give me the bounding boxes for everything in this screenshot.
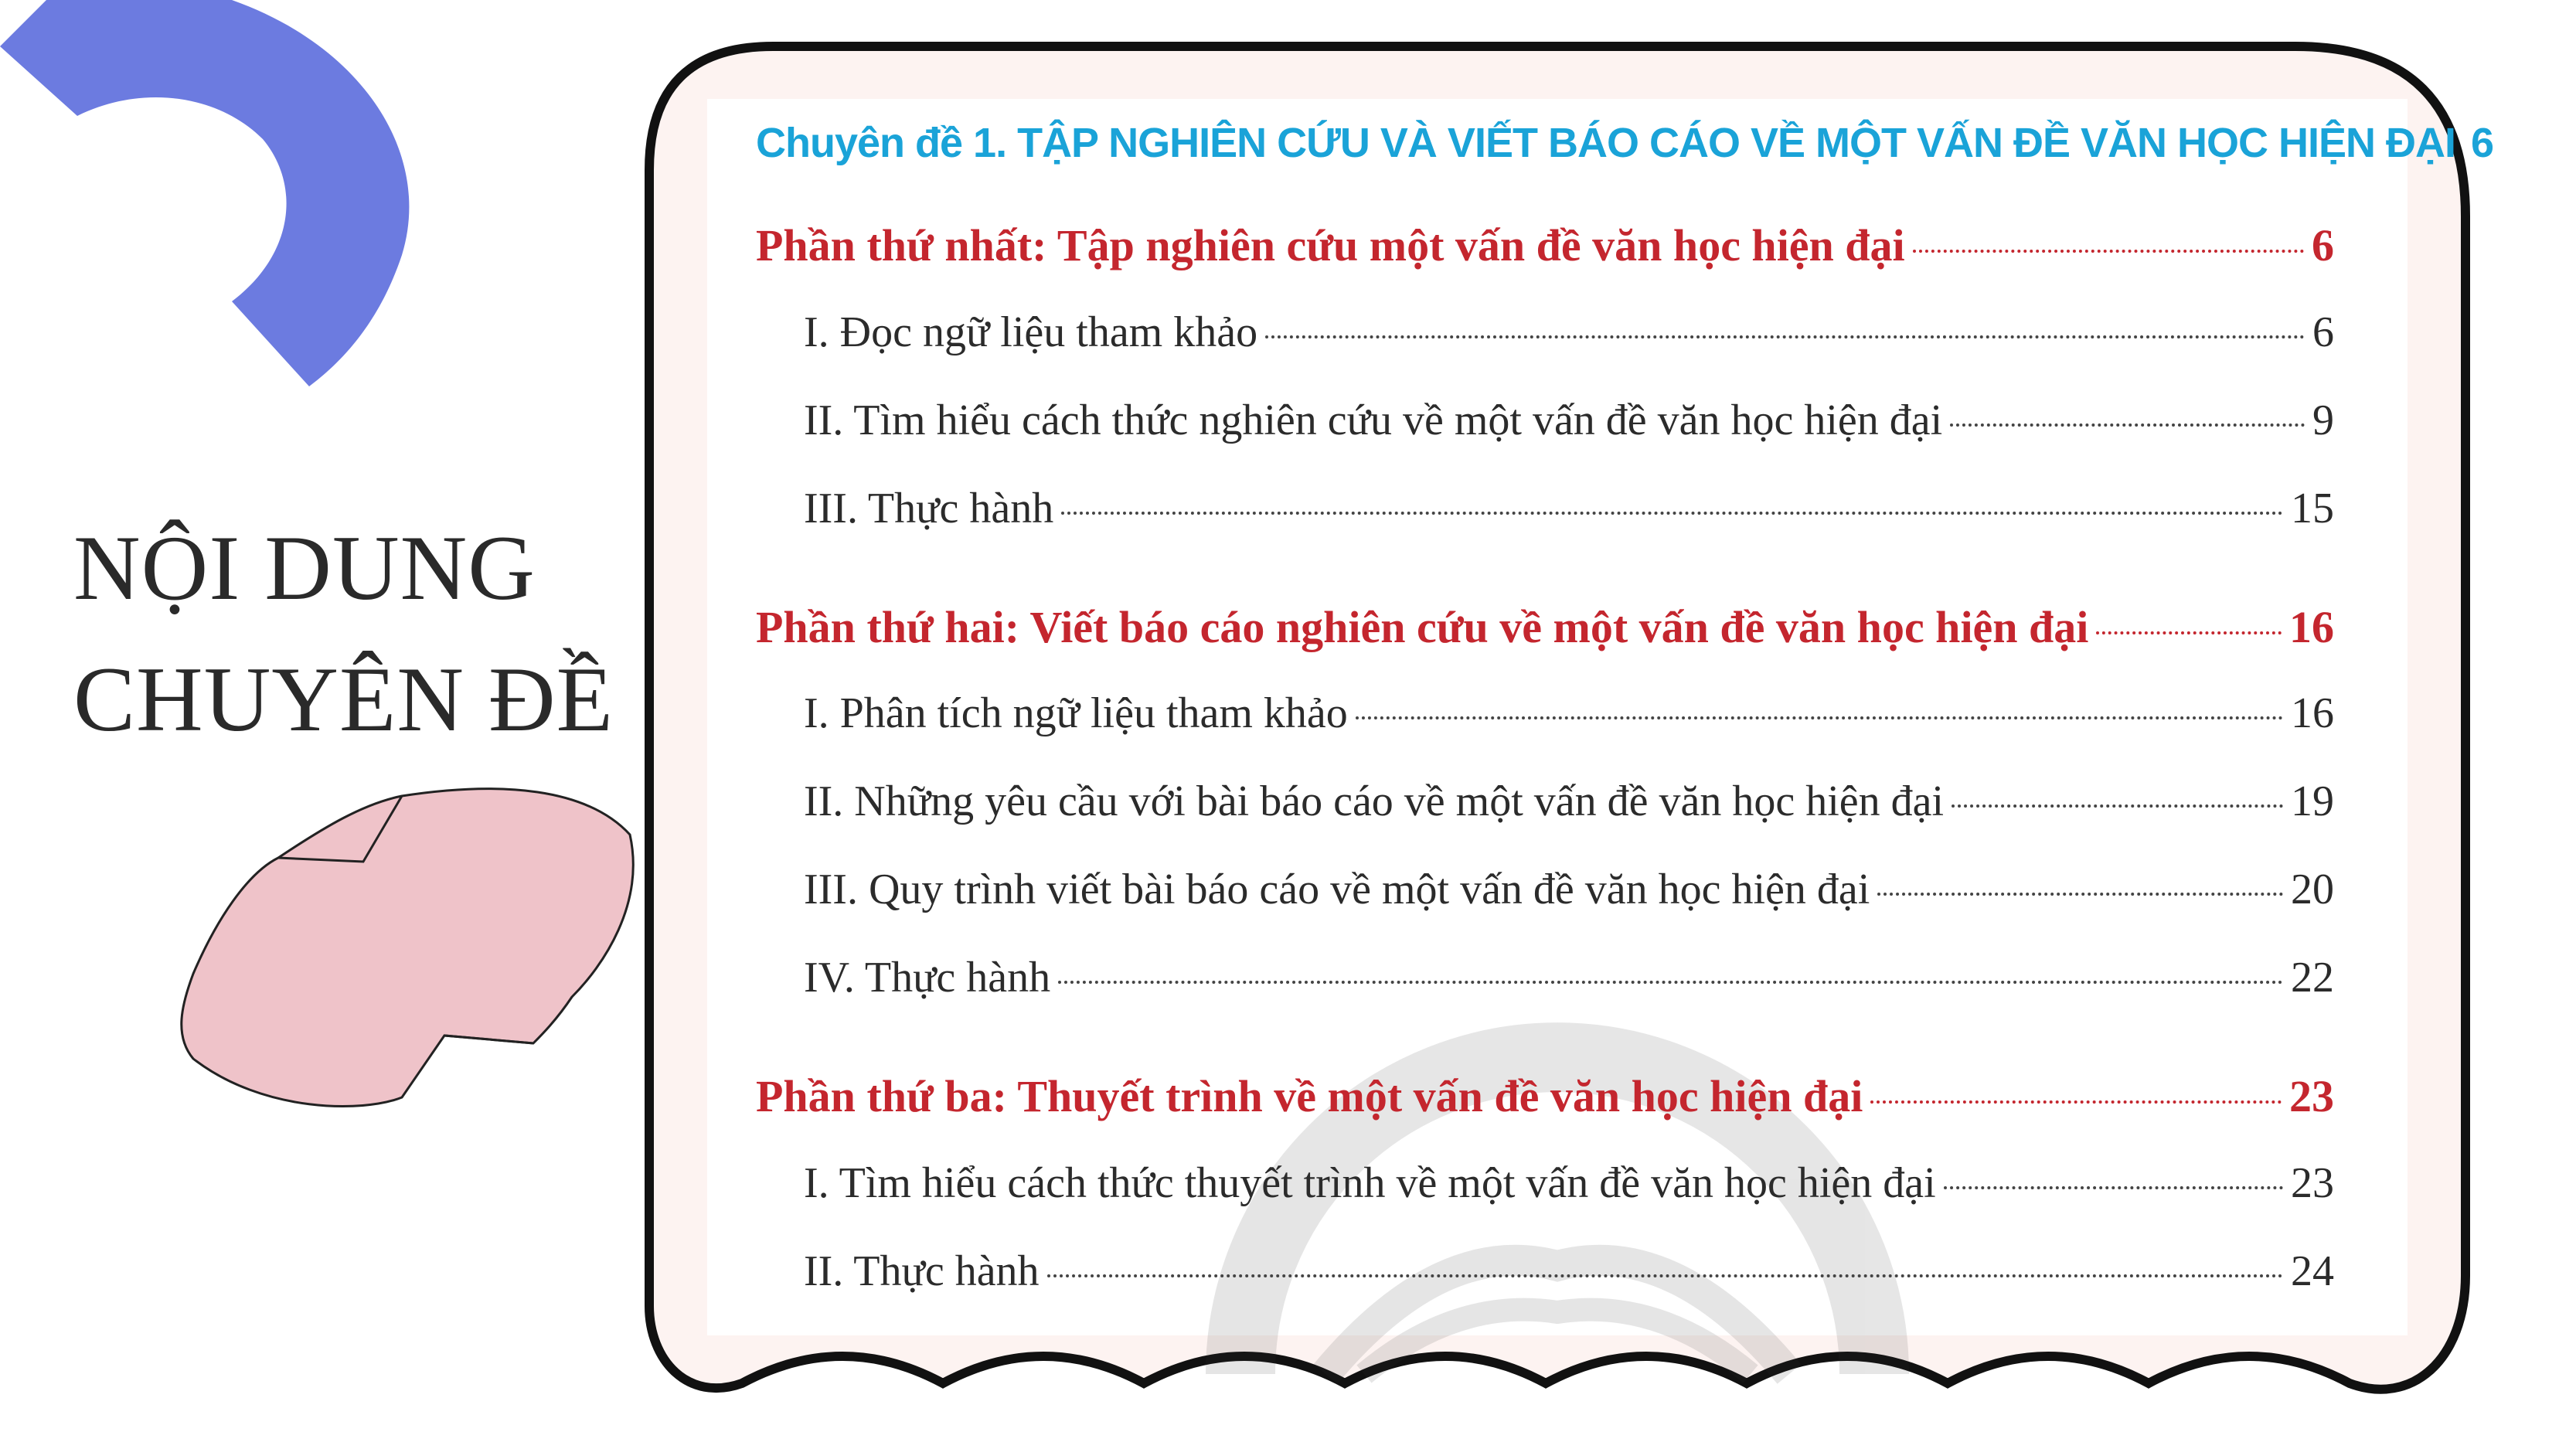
toc-part-2-title: Phần thứ hai: Viết báo cáo nghiên cứu về một vấn đề văn học hiện đại <box>756 602 2089 652</box>
dot-leader <box>1265 335 2305 338</box>
toc-part-1-title: Phần thứ nhất: Tập nghiên cứu một vấn đề văn học hiện đại <box>756 220 1905 270</box>
toc-item[interactable] <box>804 777 2334 826</box>
toc-item[interactable] <box>804 865 2334 914</box>
toc-item-page: 9 <box>2312 396 2334 444</box>
dot-leader <box>1061 512 2283 515</box>
section-title-line2: CHUYÊN ĐỀ <box>73 648 614 750</box>
toc-item-title: I. Phân tích ngữ liệu tham khảo <box>804 689 1348 737</box>
toc-part-3-title: Phần thứ ba: Thuyết trình về một vấn đề văn học hiện đại <box>756 1071 1863 1121</box>
toc-part-1-page: 6 <box>2312 220 2334 270</box>
dot-leader <box>1952 804 2283 808</box>
toc-topic[interactable] <box>756 119 2494 167</box>
toc-part-1[interactable] <box>756 219 2334 271</box>
toc-topic-title: Chuyên đề 1. TẬP NGHIÊN CỨU VÀ VIẾT BÁO CÁO VỀ MỘT VẤN ĐỀ VĂN HỌC HIỆN ĐẠI <box>756 120 2456 166</box>
toc-item-page: 16 <box>2291 689 2334 737</box>
toc-part-2[interactable] <box>756 601 2334 653</box>
dot-leader <box>2096 631 2282 634</box>
toc-item-title: III. Thực hành <box>804 485 1054 532</box>
toc-item-title: II. Tìm hiểu cách thức nghiên cứu về một vấn đề văn học hiện đại <box>804 396 1943 444</box>
toc-item-title: I. Đọc ngữ liệu tham khảo <box>804 308 1258 356</box>
toc-item-title: II. Những yêu cầu với bài báo cáo về một vấn đề văn học hiện đại <box>804 777 1945 825</box>
toc-item-page: 6 <box>2312 308 2334 356</box>
dot-leader <box>1058 981 2283 984</box>
toc-item-page: 15 <box>2291 485 2334 532</box>
dot-leader <box>1877 893 2283 896</box>
toc-item[interactable] <box>804 1247 2334 1296</box>
toc-item[interactable] <box>804 484 2334 533</box>
dot-leader <box>1950 423 2305 427</box>
toc-part-3[interactable] <box>756 1070 2334 1122</box>
toc-item[interactable] <box>804 308 2334 357</box>
dot-leader <box>1913 250 2304 253</box>
dot-leader <box>1944 1186 2283 1189</box>
toc-topic-page: 6 <box>2471 120 2494 166</box>
toc-item-title: III. Quy trình viết bài báo cáo về một vấn đề văn học hiện đại <box>804 866 1870 913</box>
toc-item[interactable] <box>804 396 2334 445</box>
toc-item-page: 19 <box>2291 777 2334 825</box>
toc-part-2-page: 16 <box>2289 602 2334 652</box>
section-title-line1: NỘI DUNG <box>73 516 536 619</box>
toc-item-title: IV. Thực hành <box>804 954 1051 1002</box>
toc-item[interactable] <box>804 689 2334 738</box>
toc-item[interactable] <box>804 1158 2334 1208</box>
toc-item-page: 23 <box>2291 1159 2334 1207</box>
dot-leader <box>1356 716 2283 719</box>
toc-image <box>707 99 2494 1335</box>
toc-item-title: I. Tìm hiểu cách thức thuyết trình về một vấn đề văn học hiện đại <box>804 1159 1936 1207</box>
toc-item-page: 24 <box>2291 1247 2334 1295</box>
toc-item-title: II. Thực hành <box>804 1247 1040 1295</box>
dot-leader <box>1870 1100 2282 1104</box>
toc-item[interactable] <box>804 953 2334 1002</box>
toc-part-3-page: 23 <box>2289 1071 2334 1121</box>
toc-item-page: 22 <box>2291 954 2334 1002</box>
toc-item-page: 20 <box>2291 866 2334 913</box>
dot-leader <box>1047 1274 2283 1277</box>
